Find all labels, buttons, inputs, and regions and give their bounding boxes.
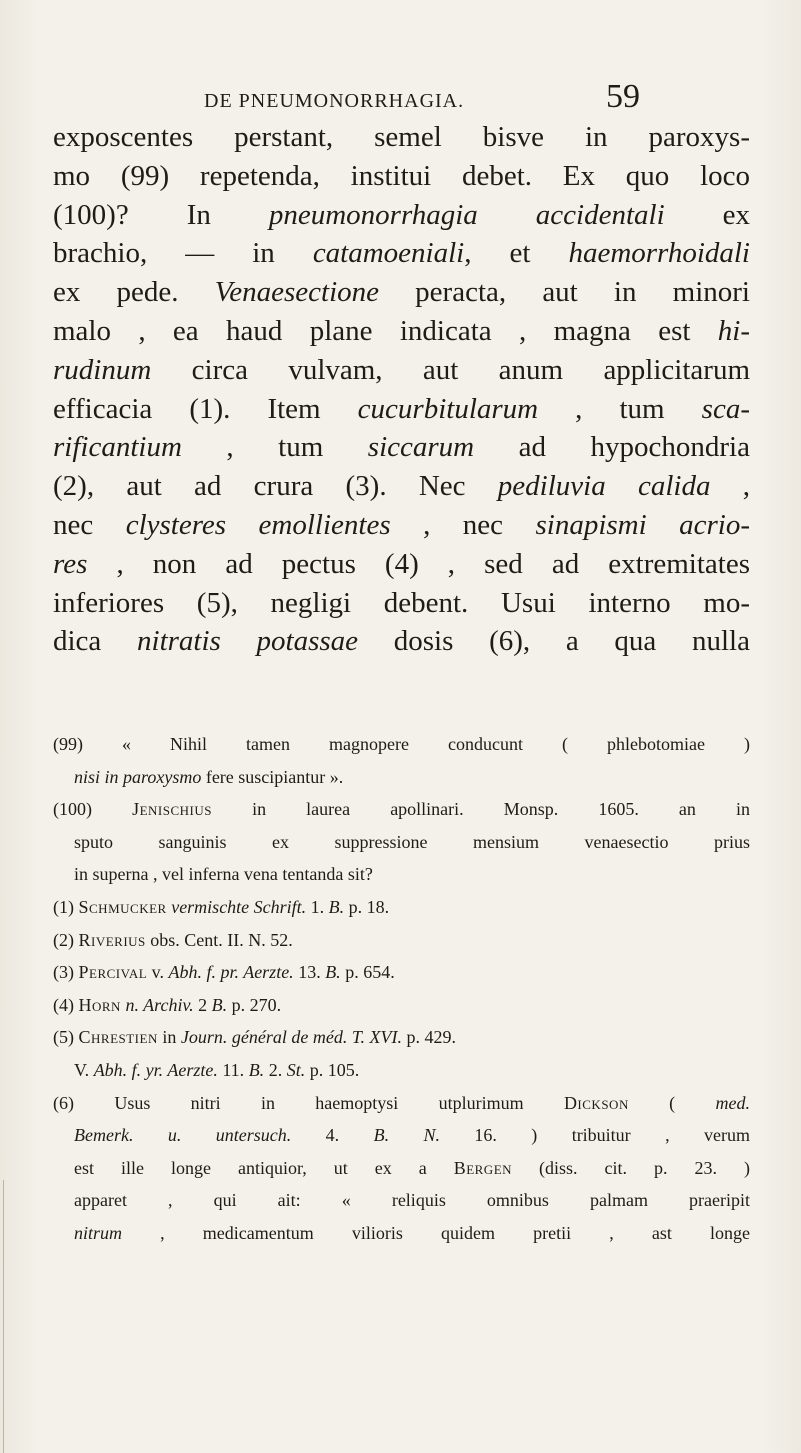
text-line: exposcentes perstant, semel bisve in paroxys- xyxy=(53,121,750,153)
main-text xyxy=(53,118,750,661)
footnote-99-cont: nisi in paroxysmo fere suscipiantur ». xyxy=(74,766,344,787)
text-line: res , non ad pectus (4) , sed ad extremitates xyxy=(53,547,750,580)
footnote-6-cont: nitrum , medicamentum vilioris quidem pretii , ast longe xyxy=(74,1222,750,1243)
footnote-6: (6) Usus nitri in haemoptysi utplurimum Dickson ( med. xyxy=(53,1092,750,1113)
footnotes xyxy=(53,728,750,1250)
page-edge-shadow xyxy=(3,1180,4,1453)
text-line: malo , ea haud plane indicata , magna est hi- xyxy=(53,314,750,347)
page-number: 59 xyxy=(606,78,640,115)
footnote-5-cont: V. Abh. f. yr. Aerzte. 11. B. 2. St. p. 105. xyxy=(74,1059,360,1080)
footnote-1: (1) Schmucker vermischte Schrift. 1. B. p. 18. xyxy=(53,896,390,917)
text-line: ex pede. Venaesectione peracta, aut in minori xyxy=(53,276,750,309)
page-header xyxy=(0,80,801,120)
text-line: (2), aut ad crura (3). Nec pediluvia calida , xyxy=(53,470,750,503)
footnote-6-cont: apparet , qui ait: « reliquis omnibus palmam praeripit xyxy=(74,1190,750,1211)
footnote-6-cont: Bemerk. u. untersuch. 4. B. N. 16. ) tribuitur , verum xyxy=(74,1125,750,1146)
text-line: rificantium , tum siccarum ad hypochondria xyxy=(53,431,750,464)
footnote-99: (99) « Nihil tamen magnopere conducunt ( phlebotomiae ) xyxy=(53,734,750,754)
text-line: (100)? In pneumonorrhagia accidentali ex xyxy=(53,198,750,231)
text-line: inferiores (5), negligi debent. Usui interno mo- xyxy=(53,586,750,619)
footnote-100-cont: in superna , vel inferna vena tentanda sit? xyxy=(74,864,373,885)
footnote-4: (4) Horn n. Archiv. 2 B. p. 270. xyxy=(53,994,282,1015)
text-line: mo (99) repetenda, institui debet. Ex quo loco xyxy=(53,159,750,192)
footnote-100: (100) Jenischius in laurea apollinari. Monsp. 1605. an in xyxy=(53,799,750,820)
text-line: dica nitratis potassae dosis (6), a qua nulla xyxy=(53,625,750,658)
footnote-3: (3) Percival v. Abh. f. pr. Aerzte. 13. B. p. 654. xyxy=(53,962,395,983)
text-line: brachio, — in catamoeniali, et haemorrhoidali xyxy=(53,237,750,270)
footnote-6-cont: est ille longe antiquior, ut ex a Bergen (diss. cit. p. 23. ) xyxy=(74,1157,750,1178)
footnote-5: (5) Chrestien in Journ. général de méd. T. XVI. p. 429. xyxy=(53,1027,456,1048)
footnote-2: (2) Riverius obs. Cent. II. N. 52. xyxy=(53,929,293,950)
text-line: efficacia (1). Item cucurbitularum , tum sca- xyxy=(53,392,750,425)
text-line: nec clysteres emollientes , nec sinapismi acrio- xyxy=(53,508,750,541)
text-line: rudinum circa vulvam, aut anum applicitarum xyxy=(53,353,750,386)
running-head: DE PNEUMONORRHAGIA. xyxy=(204,90,465,112)
footnote-100-cont: sputo sanguinis ex suppressione mensium venaesectio prius xyxy=(74,831,750,852)
